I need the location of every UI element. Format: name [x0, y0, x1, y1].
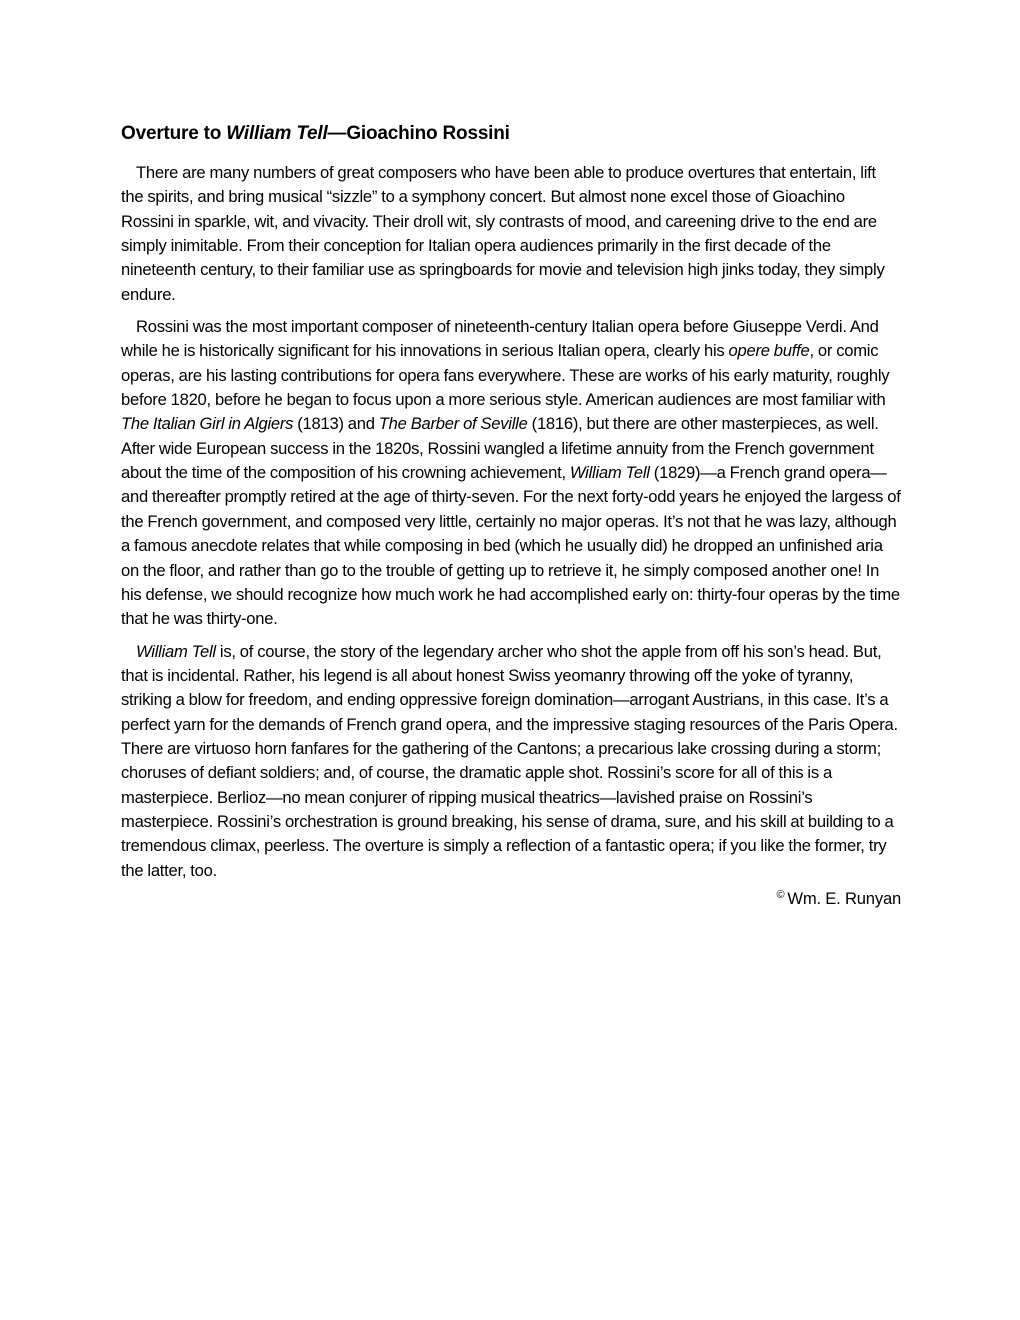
- copyright-line: [121, 883, 901, 911]
- document-page: [121, 122, 901, 911]
- text-run: (1813) and: [293, 414, 379, 434]
- title-work: William Tell: [226, 123, 328, 144]
- italic-title: The Barber of Seville: [378, 414, 528, 434]
- copyright-author: Wm. E. Runyan: [787, 888, 901, 908]
- text-run: (1829)—a French grand opera—and thereafter promptly retired at the age of thirty-seven. For the next forty-odd years he enjoyed the largess of the French government, and composed very little, certainly no major operas. It’s not that he was lazy, although a famous anecdote relates that while composing in bed (which he usually did) he dropped an unfinished aria on the floor, and rather than go to the trouble of getting up to retrieve it, he simply composed another one! In his defense, we should recognize how much work he had accomplished early on: thirty-four operas by the time that he was thirty-one.: [121, 463, 901, 629]
- title-suffix: —Gioachino Rossini: [327, 123, 510, 144]
- italic-title: opere buffe: [728, 341, 810, 361]
- paragraph-1: [121, 161, 901, 307]
- text-run: , or comic operas, are his lasting contributions for opera fans everywhere. These are works of his early maturity, roughly before 1820, before he began to focus upon a more serious style. American audiences are most familiar with: [121, 341, 890, 410]
- article-body: [121, 161, 901, 883]
- text-run: is, of course, the story of the legendary archer who shot the apple from off his son’s head. But, that is incidental. Rather, his legend is all about honest Swiss yeomanry throwing off the yoke of tyranny, striking a blow for freedom, and ending oppressive foreign domination—arrogant Austrians, in this case. It’s a perfect yarn for the demands of French grand opera, and the impressive staging resources of the Paris Opera. There are virtuoso horn fanfares for the gathering of the Cantons; a precarious lake crossing during a storm; choruses of defiant soldiers; and, of course, the dramatic apple shot. Rossini’s score for all of this is a masterpiece. Berlioz—no mean conjurer of ripping musical theatrics—lavished praise on Rossini’s masterpiece. Rossini’s orchestration is ground breaking, his sense of drama, sure, and his skill at building to a tremendous climax, peerless. The overture is simply a reflection of a fantastic opera; if you like the former, try the latter, too.: [121, 641, 898, 880]
- title-prefix: Overture to: [121, 123, 227, 144]
- text-run: (1816), but there are other masterpieces, as well. After wide European success in the 1820s, Rossini wangled a lifetime annuity from the French government about the time of the composition of his crowning achievement,: [121, 414, 879, 483]
- text-run: Rossini was the most important composer of nineteenth-century Italian opera before Giuseppe Verdi. And while he is historically significant for his innovations in serious Italian opera, clearly his: [121, 317, 879, 361]
- copyright-symbol: ©: [776, 888, 785, 901]
- paragraph-2: [121, 315, 901, 631]
- page-title: [121, 122, 901, 146]
- paragraph-3: [121, 640, 901, 883]
- italic-title: William Tell: [136, 641, 216, 661]
- italic-title: William Tell: [569, 463, 650, 483]
- text-run: There are many numbers of great composers who have been able to produce overtures that entertain, lift the spirits, and bring musical “sizzle” to a symphony concert. But almost none excel those of Gioachino Rossini in sparkle, wit, and vivacity. Their droll wit, sly contrasts of mood, and careening drive to the end are simply inimitable. From their conception for Italian opera audiences primarily in the first decade of the nineteenth century, to their familiar use as springboards for movie and television high jinks today, they simply endure.: [121, 163, 885, 304]
- italic-title: The Italian Girl in Algiers: [121, 414, 294, 434]
